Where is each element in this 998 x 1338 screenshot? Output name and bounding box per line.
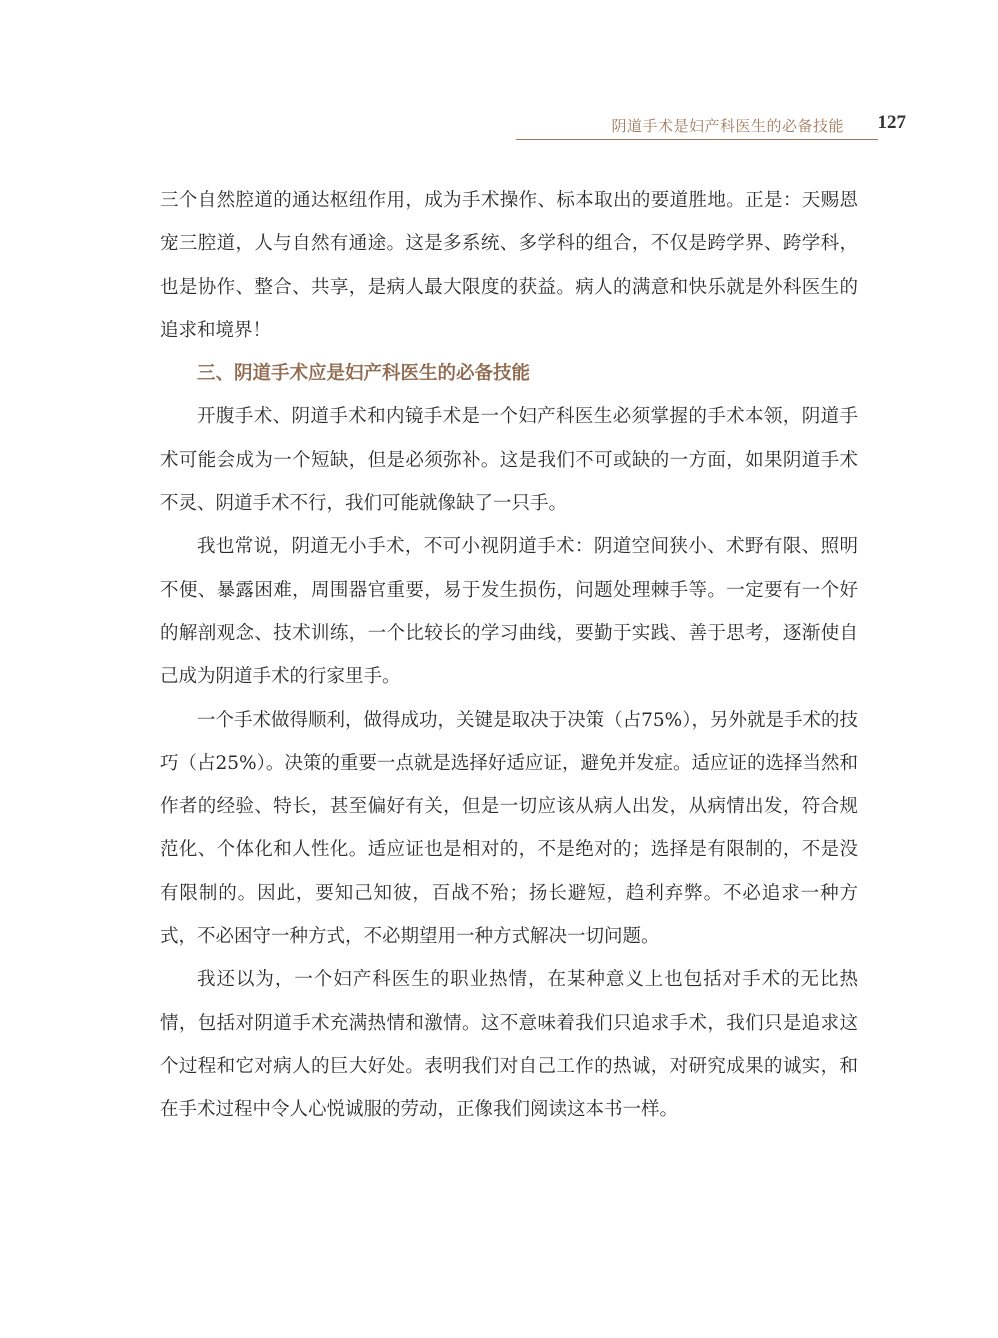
paragraph-no-minor-surgery: 我也常说，阴道无小手术，不可小视阴道手术：阴道空间狭小、术野有限、照明不便、暴露困难，周围器官重要，易于发生损伤，问题处理棘手等。一定要有一个好的解剖观念、技术训练，一个比较长的学习曲线，要勤于实践、善于思考，逐渐使自己成为阴道手术的行家里手。 — [160, 536, 858, 688]
page-body — [160, 179, 858, 1132]
page-number: 127 — [877, 112, 906, 133]
running-title: 阴道手术是妇产科医生的必备技能 — [611, 117, 844, 135]
paragraph-surgical-skills: 开腹手术、阴道手术和内镜手术是一个妇产科医生必须掌握的手术本领，阴道手术可能会成为一个短缺，但是必须弥补。这是我们不可或缺的一方面，如果阴道手术不灵、阴道手术不行，我们可能就像缺了一只手。 — [160, 406, 858, 515]
paragraph-professional-passion: 我还以为，一个妇产科医生的职业热情，在某种意义上也包括对手术的无比热情，包括对阴道手术充满热情和激情。这不意味着我们只追求手术，我们只是追求这个过程和它对病人的巨大好处。表明我们对自己工作的热诚，对研究成果的诚实，和在手术过程中令人心悦诚服的劳动，正像我们阅读这本书一样。 — [160, 969, 858, 1121]
running-header — [516, 108, 906, 140]
paragraph-decision-making: 一个手术做得顺利，做得成功，关键是取决于决策（占75%），另外就是手术的技巧（占25%）。决策的重要一点就是选择好适应证，避免并发症。适应证的选择当然和作者的经验、特长，甚至偏好有关，但是一切应该从病人出发，从病情出发，符合规范化、个体化和人性化。适应证也是相对的，不是绝对的；选择是有限制的，不是没有限制的。因此，要知己知彼，百战不殆；扬长避短，趋利弃弊。不必追求一种方式，不必困守一种方式，不必期望用一种方式解决一切问题。 — [160, 709, 858, 948]
header-rule — [516, 139, 878, 140]
section-heading: 三、阴道手术应是妇产科医生的必备技能 — [197, 363, 531, 385]
paragraph-continued: 三个自然腔道的通达枢纽作用，成为手术操作、标本取出的要道胜地。正是：天赐恩宠三腔道，人与自然有通途。这是多系统、多学科的组合，不仅是跨学界、跨学科，也是协作、整合、共享，是病人最大限度的获益。病人的满意和快乐就是外科医生的追求和境界！ — [160, 190, 858, 341]
